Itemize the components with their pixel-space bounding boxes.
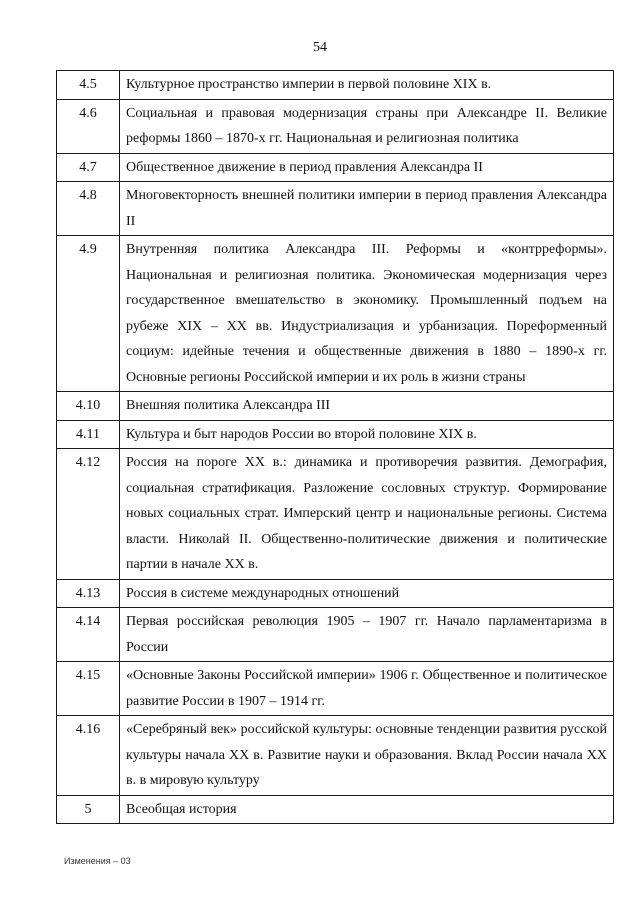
section-number: 4.16 xyxy=(57,716,120,796)
section-title: Внутренняя политика Александра III. Реформы и «контрреформы». Национальная и религиозная политика. Экономическая модернизация через государственное вмешательство в экономику. Промышленный подъем на рубеже XIX – XX вв. Индустриализация и урбанизация. Пореформенный социум: идейные течения и общественные движения в 1880 – 1890-х гг. Основные регионы Российской империи и их роль в жизни страны xyxy=(120,236,614,392)
section-number: 4.7 xyxy=(57,153,120,182)
table-row xyxy=(57,153,614,182)
section-title: Всеобщая история xyxy=(120,795,614,824)
section-number: 4.6 xyxy=(57,99,120,153)
page-number: 54 xyxy=(313,40,327,55)
table-row xyxy=(57,392,614,421)
section-title: Культура и быт народов России во второй половине XIX в. xyxy=(120,420,614,449)
section-title: Культурное пространство империи в первой половине XIX в. xyxy=(120,71,614,100)
section-title: Россия на пороге XX в.: динамика и противоречия развития. Демография, социальная стратификация. Разложение сословных структур. Формирование новых социальных страт. Имперский центр и национальные регионы. Система власти. Николай II. Общественно-политические движения и политические партии в начале XX в. xyxy=(120,449,614,580)
section-title: Первая российская революция 1905 – 1907 гг. Начало парламентаризма в России xyxy=(120,608,614,662)
section-number: 4.11 xyxy=(57,420,120,449)
section-title: «Основные Законы Российской империи» 1906 г. Общественное и политическое развитие России в 1907 – 1914 гг. xyxy=(120,662,614,716)
table-row xyxy=(57,716,614,796)
table-row xyxy=(57,71,614,100)
section-number: 4.9 xyxy=(57,236,120,392)
table-row xyxy=(57,608,614,662)
section-number: 4.10 xyxy=(57,392,120,421)
section-number: 4.12 xyxy=(57,449,120,580)
section-title: Внешняя политика Александра III xyxy=(120,392,614,421)
section-title: Социальная и правовая модернизация страны при Александре II. Великие реформы 1860 – 1870-х гг. Национальная и религиозная политика xyxy=(120,99,614,153)
table-row xyxy=(57,662,614,716)
section-number: 4.5 xyxy=(57,71,120,100)
table-row xyxy=(57,182,614,236)
table-row xyxy=(57,99,614,153)
section-number: 5 xyxy=(57,795,120,824)
section-number: 4.13 xyxy=(57,579,120,608)
table-row xyxy=(57,449,614,580)
section-title: Многовекторность внешней политики империи в период правления Александра II xyxy=(120,182,614,236)
curriculum-table xyxy=(56,70,614,824)
section-number: 4.15 xyxy=(57,662,120,716)
table-row xyxy=(57,579,614,608)
table-row xyxy=(57,795,614,824)
table-row xyxy=(57,420,614,449)
section-number: 4.14 xyxy=(57,608,120,662)
section-title: Общественное движение в период правления Александра II xyxy=(120,153,614,182)
table-row xyxy=(57,236,614,392)
section-number: 4.8 xyxy=(57,182,120,236)
section-title: Россия в системе международных отношений xyxy=(120,579,614,608)
revision-footer: Изменения – 03 xyxy=(64,856,131,866)
section-title: «Серебряный век» российской культуры: основные тенденции развития русской культуры начала XX в. Развитие науки и образования. Вклад России начала XX в. в мировую культуру xyxy=(120,716,614,796)
